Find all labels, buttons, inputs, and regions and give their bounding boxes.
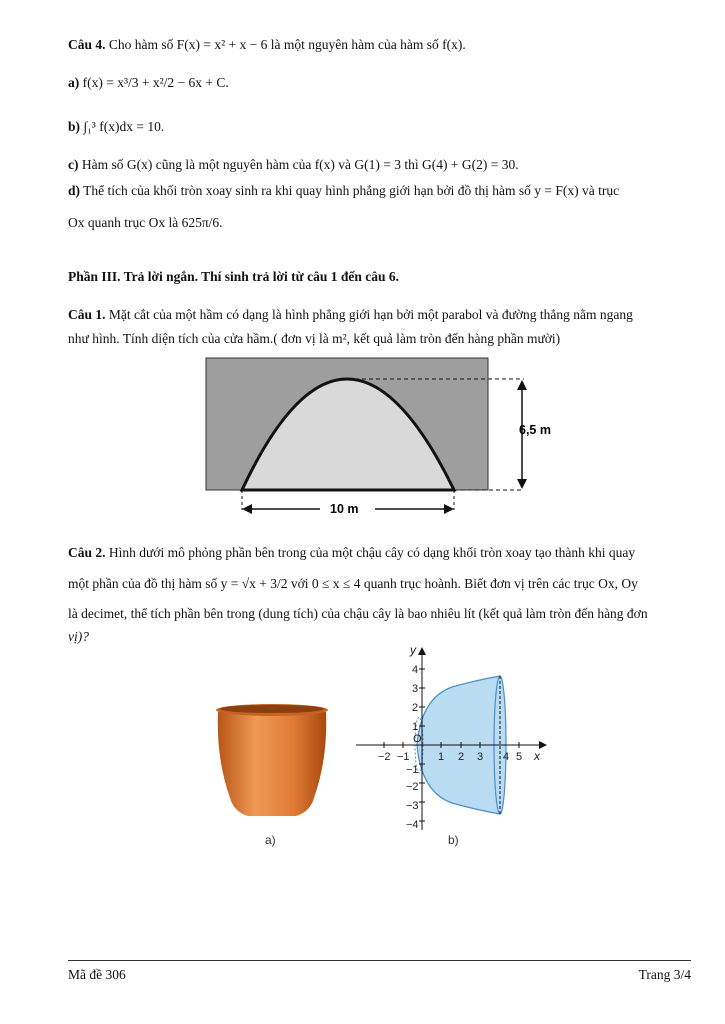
y-tick-label: −3 bbox=[406, 800, 419, 812]
width-arrow-head-right bbox=[444, 504, 454, 514]
x-tick-label: 2 bbox=[458, 751, 465, 763]
x-tick-label: 4 bbox=[503, 751, 510, 763]
q1-label: Câu 1. bbox=[68, 307, 106, 322]
x-axis-arrow bbox=[539, 741, 547, 749]
q4-label: Câu 4. bbox=[68, 37, 106, 52]
fig-b-label: b) bbox=[448, 833, 459, 847]
x-tick-label: −2 bbox=[378, 751, 391, 763]
q4-c bbox=[68, 156, 519, 174]
q2-line3 bbox=[68, 605, 648, 623]
q4-d-cont bbox=[68, 214, 223, 232]
page-footer bbox=[68, 960, 691, 983]
y-tick-label: −2 bbox=[406, 781, 419, 793]
tunnel-figure bbox=[200, 352, 570, 522]
y-tick-label: 4 bbox=[412, 664, 419, 676]
q4-text: Cho hàm số F(x) = x² + x − 6 là một nguyên hàm của hàm số f(x). bbox=[108, 37, 466, 52]
y-tick-label: 1 bbox=[412, 721, 419, 733]
y-axis-arrow bbox=[418, 647, 426, 655]
q4-heading bbox=[68, 36, 466, 54]
origin-label: O bbox=[413, 733, 422, 745]
q2-line4 bbox=[68, 628, 89, 646]
pot-body bbox=[218, 712, 327, 816]
flower-pot-picture bbox=[208, 698, 338, 850]
q2-line1 bbox=[68, 544, 635, 562]
q1-line1 bbox=[68, 306, 633, 324]
x-tick-label: −1 bbox=[397, 751, 410, 763]
q4-c-text: Hàm số G(x) cũng là một nguyên hàm của f(x) và G(1) = 3 thì G(4) + G(2) = 30. bbox=[81, 157, 519, 172]
q4-d-text1: Thể tích của khối tròn xoay sinh ra khi quay hình phẳng giới hạn bởi đồ thị hàm số y = F(x) và trục bbox=[83, 183, 620, 198]
q2-line2 bbox=[68, 575, 638, 593]
q2-text3: là decimet, thể tích phần bên trong (dung tích) của chậu cây là bao nhiêu lít (kết quả làm tròn đến hàng đơn bbox=[68, 606, 648, 621]
fig-a-label: a) bbox=[265, 833, 276, 847]
y-tick-label: −4 bbox=[406, 819, 419, 831]
y-tick-label: 3 bbox=[412, 683, 419, 695]
q4-a-text: f(x) = x³/3 + x²/2 − 6x + C. bbox=[82, 75, 229, 90]
q4-b-label: b) bbox=[68, 119, 81, 134]
q1-line2 bbox=[68, 330, 560, 348]
x-tick-label: 3 bbox=[477, 751, 484, 763]
q4-d-text2: Ox quanh trục Ox là 625π/6. bbox=[68, 215, 223, 230]
y-axis-label: y bbox=[410, 643, 416, 657]
q4-c-label: c) bbox=[68, 157, 79, 172]
q2-text4: vị)? bbox=[68, 629, 89, 644]
x-tick-label: 5 bbox=[516, 751, 523, 763]
q4-d-label: d) bbox=[68, 183, 81, 198]
width-arrow-head-left bbox=[242, 504, 252, 514]
width-label: 10 m bbox=[330, 502, 359, 516]
x-tick-label: 1 bbox=[438, 751, 445, 763]
revolution-graph bbox=[352, 640, 552, 850]
exam-code: Mã đề 306 bbox=[68, 967, 126, 982]
q4-b bbox=[68, 118, 164, 136]
page-number: Trang 3/4 bbox=[638, 967, 691, 982]
q2-text1: Hình dưới mô phỏng phần bên trong của một chậu cây có dạng khối tròn xoay tạo thành khi quay bbox=[108, 545, 636, 560]
q1-text1: Mặt cắt của một hầm có dạng là hình phẳng giới hạn bởi một parabol và đường thẳng nằm ngang bbox=[108, 307, 633, 322]
q4-a bbox=[68, 74, 229, 92]
y-tick-label: 2 bbox=[412, 702, 419, 714]
q1-text2: như hình. Tính diện tích của cửa hầm.( đơn vị là m², kết quả làm tròn đến hàng phần mười) bbox=[68, 331, 561, 346]
height-arrow-head-down bbox=[517, 479, 527, 489]
q4-d bbox=[68, 182, 619, 200]
q2-text2: một phần của đồ thị hàm số y = √x + 3/2 với 0 ≤ x ≤ 4 quanh trục hoành. Biết đơn vị trên các trục Ox, Oy bbox=[68, 576, 638, 591]
pot-opening bbox=[220, 705, 324, 713]
x-axis-label: x bbox=[534, 749, 540, 763]
y-tick-label: −1 bbox=[406, 764, 419, 776]
q4-b-text: ∫₁³ f(x)dx = 10. bbox=[83, 119, 165, 134]
q2-label: Câu 2. bbox=[68, 545, 106, 560]
height-arrow-head-up bbox=[517, 380, 527, 390]
part3-title: Phần III. Trả lời ngắn. Thí sinh trả lời từ câu 1 đến câu 6. bbox=[68, 269, 400, 284]
height-label: 6,5 m bbox=[519, 423, 551, 437]
q4-a-label: a) bbox=[68, 75, 80, 90]
